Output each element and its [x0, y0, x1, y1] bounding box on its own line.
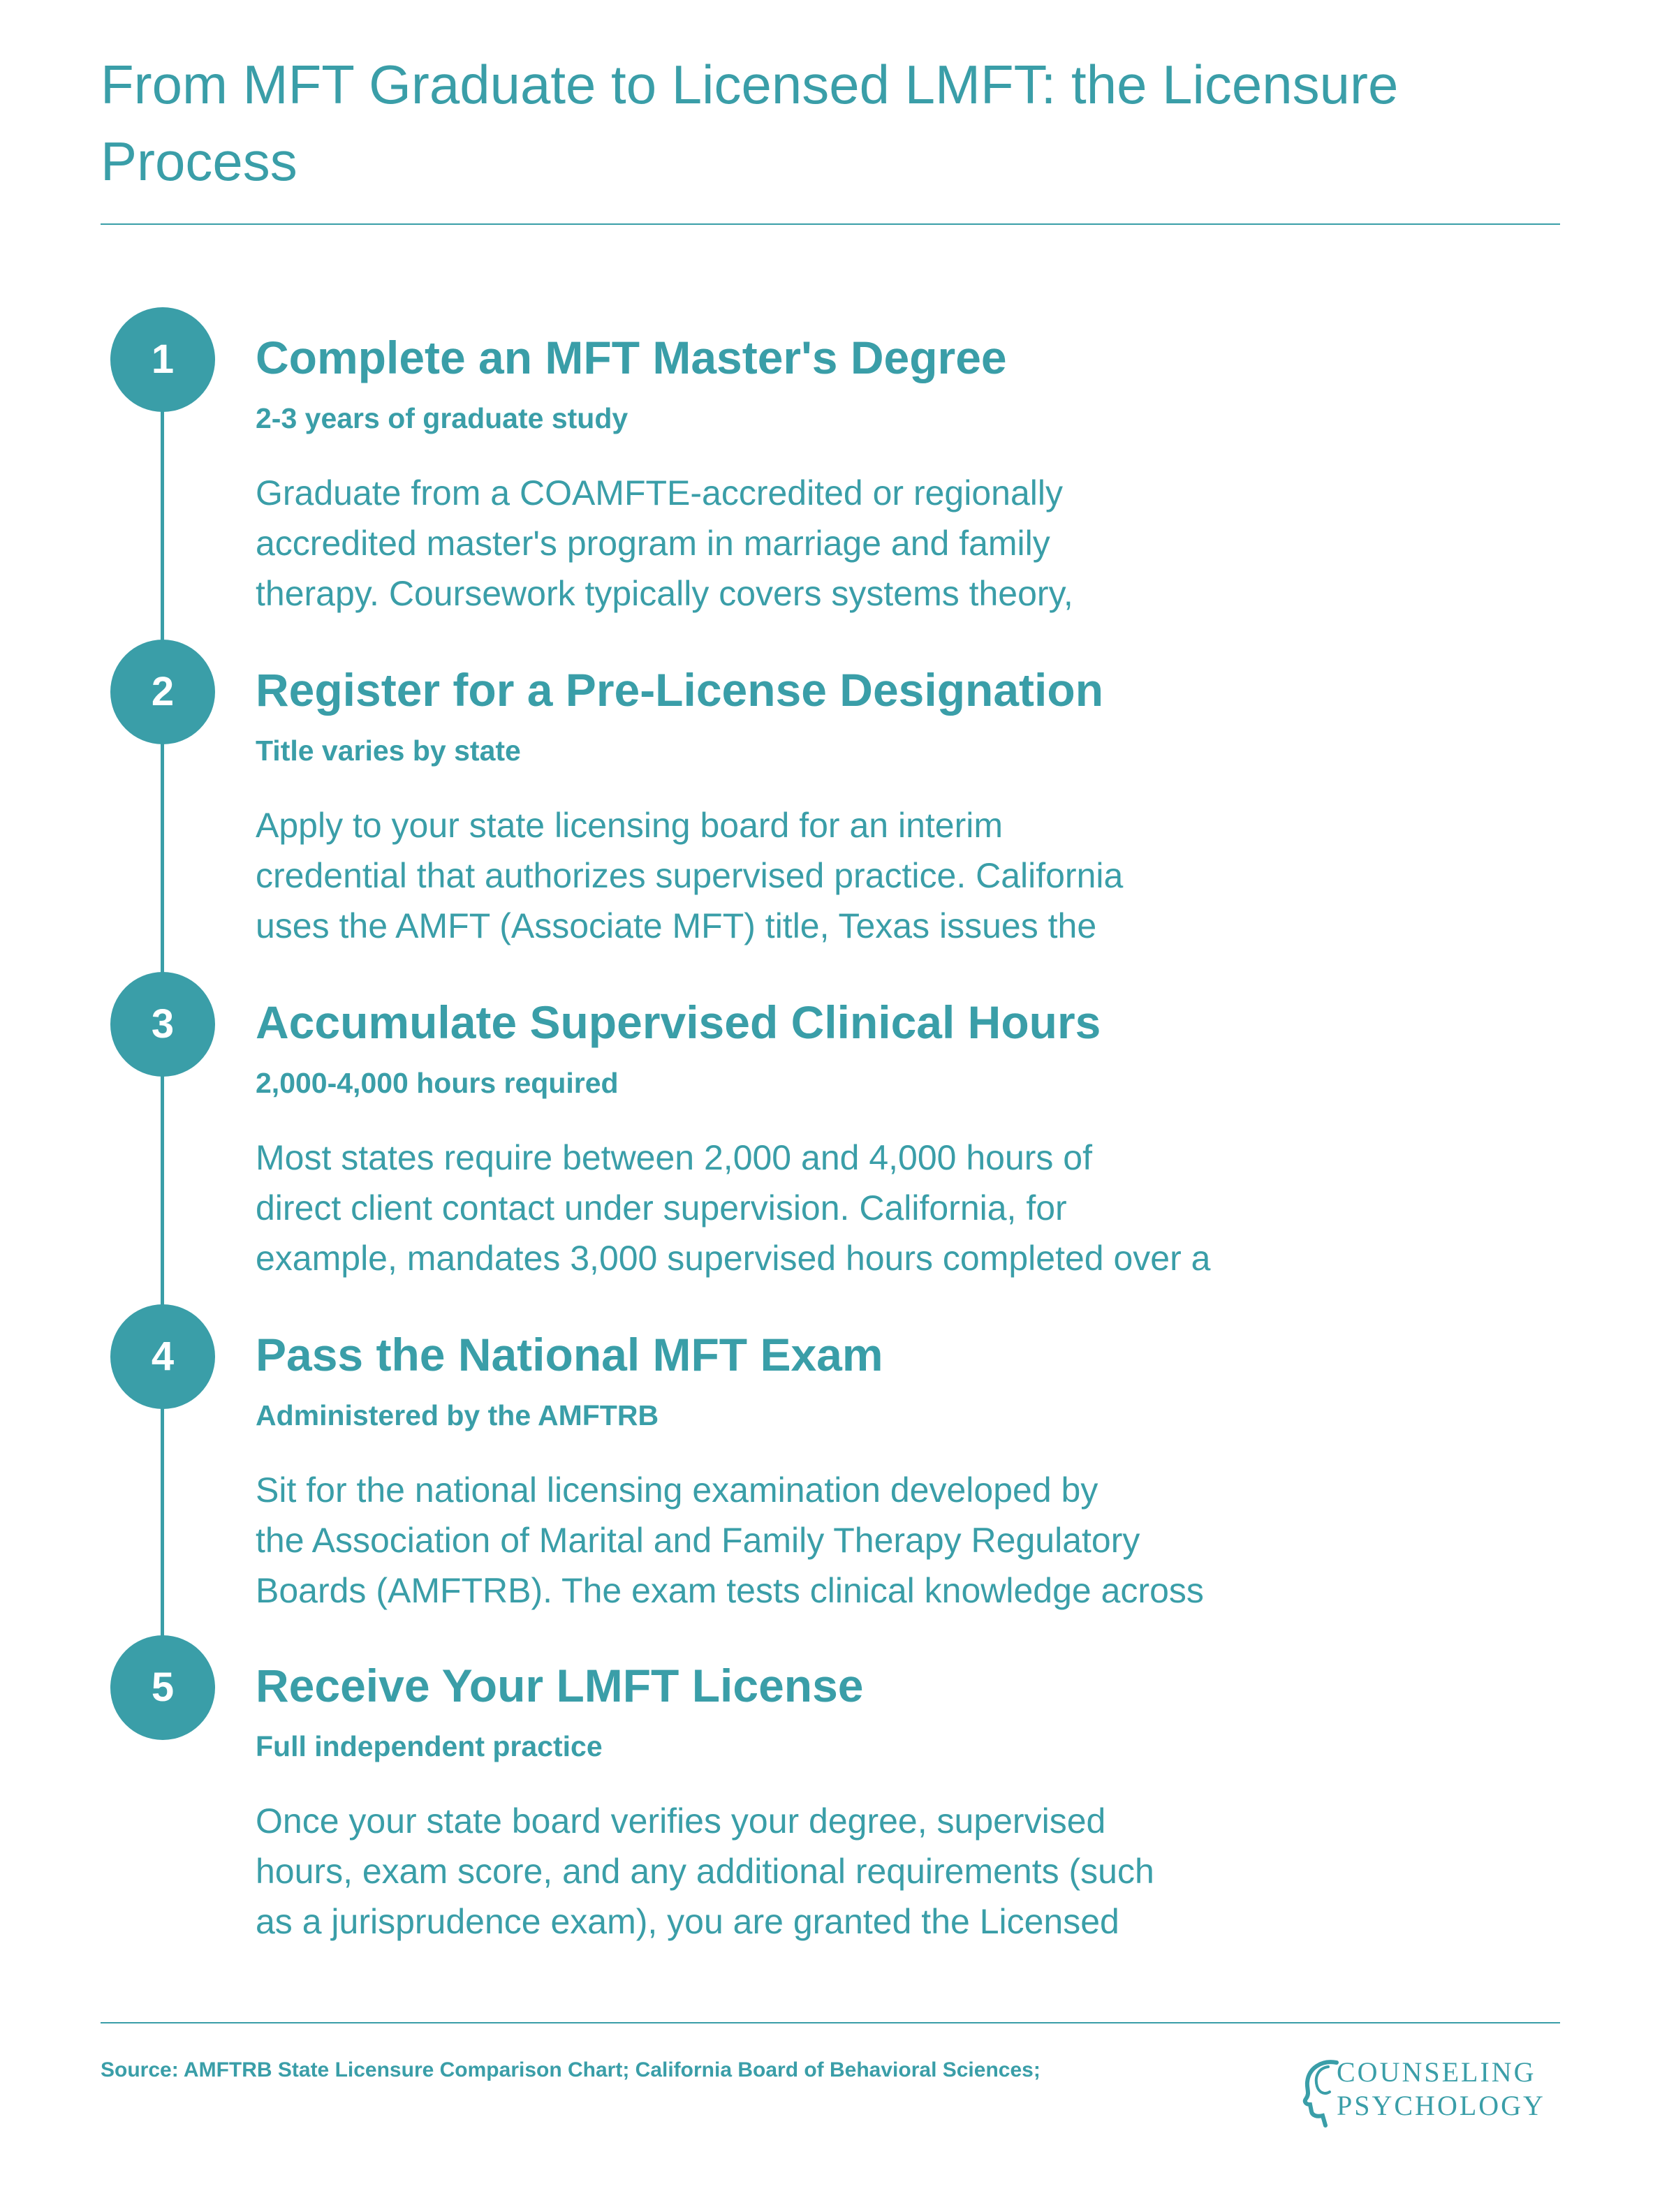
description-line: therapy. Coursework typically covers systems theory,: [256, 574, 1073, 613]
counseling-psychology-logo: [1300, 2053, 1552, 2130]
description-line: hours, exam score, and any additional requirements (such: [256, 1852, 1154, 1891]
step-title: Register for a Pre-License Designation: [256, 664, 1104, 716]
description-line: Graduate from a COAMFTE-accredited or regionally: [256, 473, 1063, 513]
step-description: [256, 468, 1443, 619]
description-line: Apply to your state licensing board for an interim: [256, 806, 1003, 845]
step-3: [0, 972, 1676, 1278]
description-line: Boards (AMFTRB). The exam tests clinical knowledge across: [256, 1571, 1204, 1610]
step-4: [0, 1304, 1676, 1610]
page-title: From MFT Graduate to Licensed LMFT: the Licensure Process: [101, 54, 1399, 192]
step-5: [0, 1635, 1676, 1941]
header-divider: [101, 223, 1560, 225]
source-note: Source: AMFTRB State Licensure Comparison Chart; California Board of Behavioral Sciences;: [101, 2058, 1041, 2081]
footer-divider: [101, 2022, 1560, 2023]
step-1: [0, 307, 1676, 613]
step-title: Complete an MFT Master's Degree: [256, 332, 1007, 383]
description-line: the Association of Marital and Family Therapy Regulatory: [256, 1521, 1140, 1560]
step-title: Pass the National MFT Exam: [256, 1329, 883, 1380]
step-number-badge: 1: [110, 307, 215, 412]
description-line: accredited master's program in marriage and family: [256, 524, 1050, 563]
step-title: Accumulate Supervised Clinical Hours: [256, 996, 1101, 1048]
logo-line-1: COUNSELING: [1337, 2056, 1536, 2088]
description-line: Once your state board verifies your degree, supervised: [256, 1801, 1106, 1841]
step-subtitle: 2,000-4,000 hours required: [256, 1067, 619, 1099]
description-line: direct client contact under supervision. California, for: [256, 1188, 1067, 1227]
step-number-badge: 4: [110, 1304, 215, 1409]
step-subtitle: Full independent practice: [256, 1730, 603, 1762]
description-line: Sit for the national licensing examination developed by: [256, 1470, 1098, 1510]
step-description: [256, 800, 1443, 951]
step-subtitle: Title varies by state: [256, 735, 521, 767]
step-subtitle: 2-3 years of graduate study: [256, 402, 628, 434]
step-number-badge: 2: [110, 640, 215, 744]
description-line: uses the AMFT (Associate MFT) title, Texas issues the: [256, 906, 1097, 945]
step-2: [0, 640, 1676, 945]
description-line: credential that authorizes supervised practice. California: [256, 856, 1124, 895]
step-title: Receive Your LMFT License: [256, 1660, 864, 1711]
step-description: [256, 1465, 1443, 1616]
step-description: [256, 1796, 1443, 1947]
step-number-badge: 5: [110, 1635, 215, 1740]
step-subtitle: Administered by the AMFTRB: [256, 1399, 659, 1431]
logo-line-2: PSYCHOLOGY: [1337, 2090, 1545, 2121]
description-line: example, mandates 3,000 supervised hours completed over a: [256, 1239, 1211, 1278]
description-line: Most states require between 2,000 and 4,000 hours of: [256, 1138, 1092, 1177]
step-number-badge: 3: [110, 972, 215, 1077]
description-line: as a jurisprudence exam), you are granted the Licensed: [256, 1902, 1119, 1941]
step-description: [256, 1133, 1443, 1283]
